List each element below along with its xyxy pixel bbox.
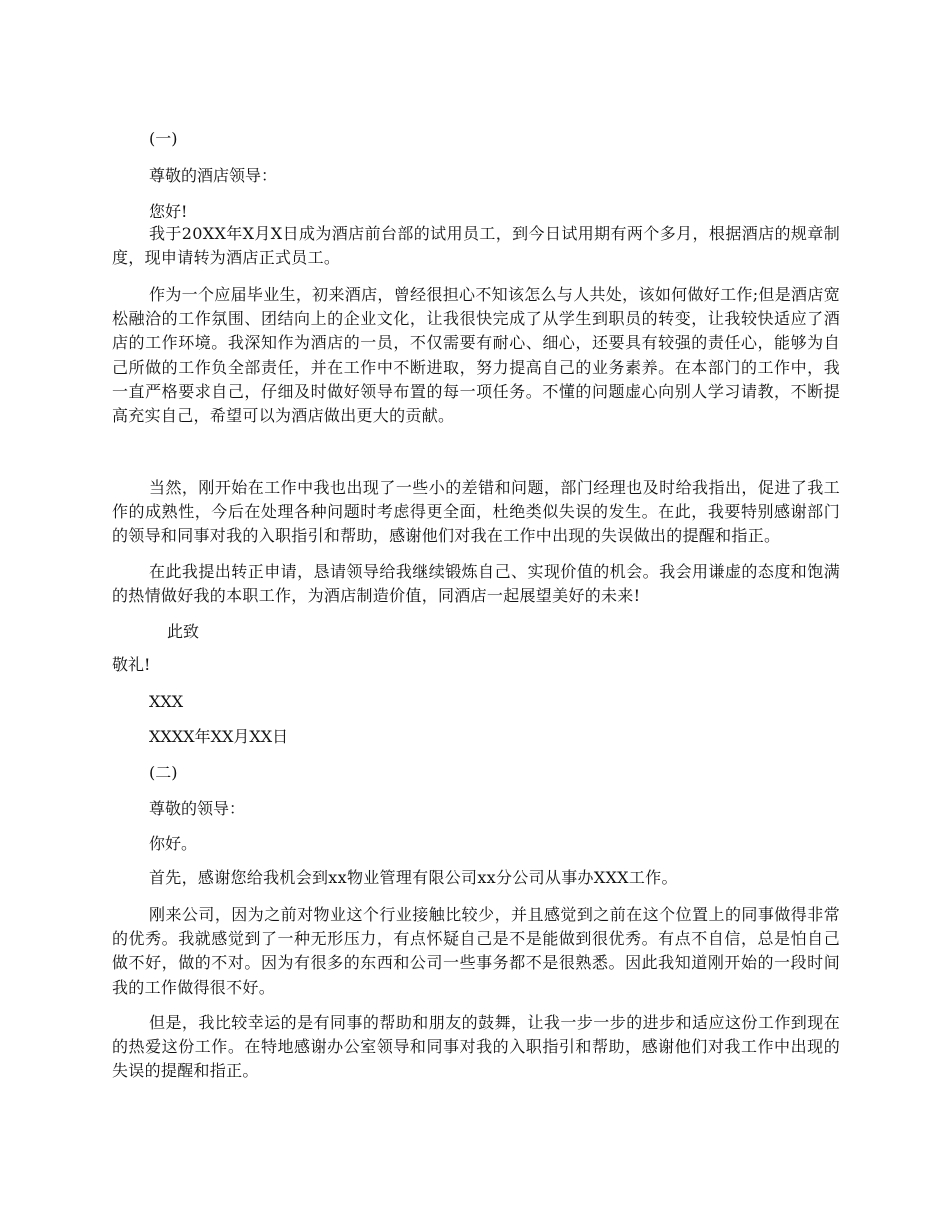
letter1-paragraph-2: 作为一个应届毕业生，初来酒店，曾经很担心不知该怎么与人共处，该如何做好工作;但是酒店宽松融洽的工作氛围、团结向上的企业文化，让我很快完成了从学生到职员的转变，让我较快适应了酒店的工作环境。我深知作为酒店的一员，不仅需要有耐心、细心，还要具有较强的责任心，能够为自己所做的工作负全部责任，并在工作中不断进取，努力提高自己的业务素养。在本部门的工作中，我一直严格要求自己，仔细及时做好领导布置的每一项任务。不懂的问题虚心向别人学习请教，不断提高充实自己，希望可以为酒店做出更大的贡献。: [112, 285, 840, 426]
letter1-salutation: 尊敬的酒店领导：: [149, 166, 278, 185]
letter2-paragraph-2: 刚来公司，因为之前对物业这个行业接触比较少，并且感觉到之前在这个位置上的同事做得非常的优秀。我就感觉到了一种无形压力，有点怀疑自己是不是能做到很优秀。有点不自信，总是怕自己做不好，做的不对。因为有很多的东西和公司一些事务都不是很熟悉。因此我知道刚开始的一段时间我的工作做得很不好。: [112, 905, 840, 997]
letter1-closing: 此致: [167, 622, 200, 641]
letter2-salutation: 尊敬的领导：: [149, 799, 246, 818]
letter1-paragraph-1: 我于20XX年X月X日成为酒店前台部的试用员工，到今日试用期有两个多月，根据酒店的规章制度，现申请转为酒店正式员工。: [112, 224, 840, 268]
letter1-heading: (一): [149, 129, 178, 148]
letter1-regards: 敬礼!: [112, 655, 151, 674]
letter1-date: XXXX年XX月XX日: [149, 727, 289, 746]
letter1-signature: XXX: [149, 692, 184, 711]
letter1-greeting: 您好!: [149, 202, 188, 221]
letter1-paragraph-3: 当然，刚开始在工作中我也出现了一些小的差错和问题，部门经理也及时给我指出，促进了我工作的成熟性，今后在处理各种问题时考虑得更全面，杜绝类似失误的发生。在此，我要特别感谢部门的领导和同事对我的入职指引和帮助，感谢他们对我在工作中出现的失误做出的提醒和指正。: [112, 478, 840, 546]
letter2-paragraph-1: 首先，感谢您给我机会到xx物业管理有限公司xx分公司从事办XXX工作。: [149, 868, 678, 887]
letter2-paragraph-3: 但是，我比较幸运的是有同事的帮助和朋友的鼓舞，让我一步一步的进步和适应这份工作到现在的热爱这份工作。在特地感谢办公室领导和同事对我的入职指引和帮助，感谢他们对我工作中出现的失误的提醒和指正。: [112, 1013, 840, 1081]
letter2-heading: (二): [149, 763, 178, 782]
letter2-greeting: 你好。: [149, 834, 198, 853]
letter1-paragraph-4: 在此我提出转正申请，恳请领导给我继续锻炼自己、实现价值的机会。我会用谦虚的态度和饱满的热情做好我的本职工作，为酒店制造价值，同酒店一起展望美好的未来!: [112, 562, 840, 606]
